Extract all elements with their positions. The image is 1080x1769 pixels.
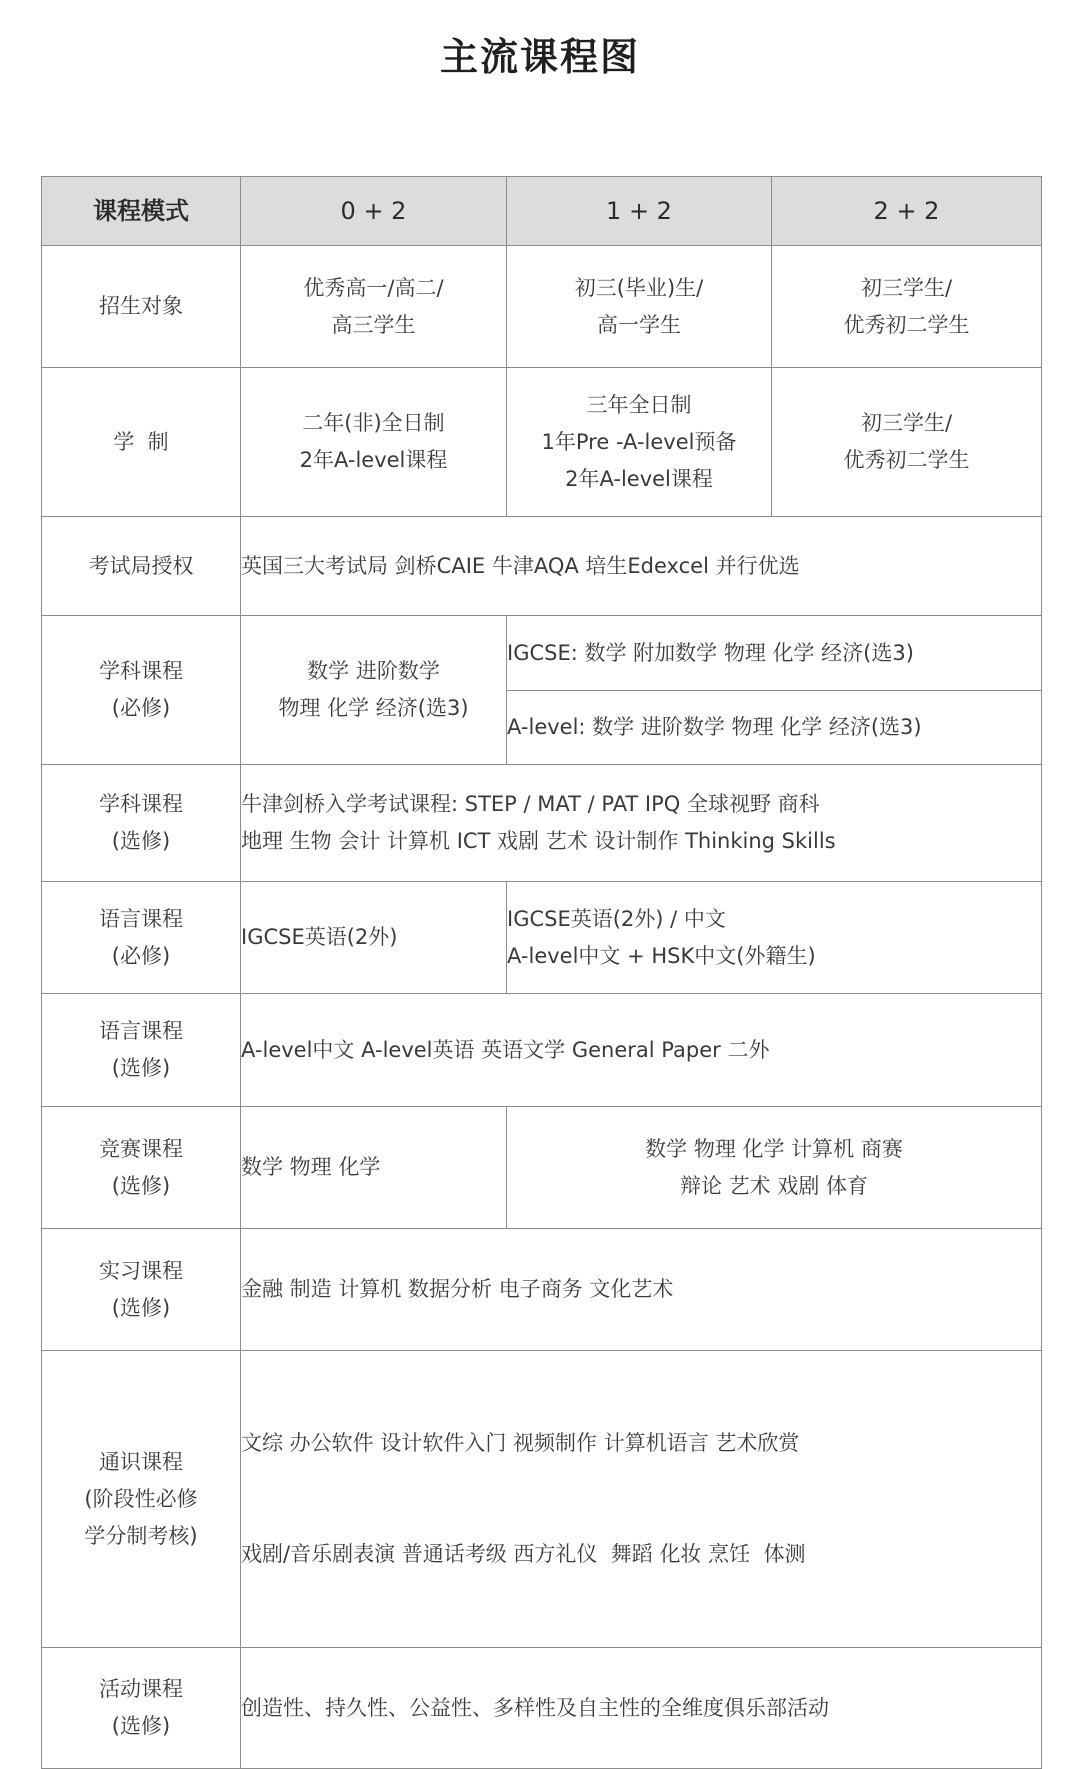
- cell-line: 优秀高一/高二/: [303, 275, 444, 300]
- row-label-general: [42, 1351, 241, 1648]
- label-line: (选修): [111, 1173, 171, 1198]
- cell-line: 初三(毕业)生/: [574, 275, 704, 300]
- header-col-2-2: 2 + 2: [772, 177, 1042, 246]
- header-col-0-2: 0 + 2: [241, 177, 507, 246]
- table-row-lang-opt: [42, 994, 1042, 1107]
- label-line: 实习课程: [99, 1258, 183, 1283]
- cell-enroll-0-2: [241, 246, 507, 368]
- header-col-1-2: 1 + 2: [507, 177, 772, 246]
- label-line: (选修): [111, 1295, 171, 1320]
- label-line: 竞赛课程: [99, 1136, 183, 1161]
- table-row-subject-opt: [42, 765, 1042, 882]
- curriculum-table: [41, 176, 1042, 1769]
- table-row-general: [42, 1351, 1042, 1648]
- cell-line: 辩论 艺术 戏剧 体育: [679, 1173, 869, 1198]
- cell-line: 数学 物理 化学 计算机 商赛: [645, 1136, 903, 1161]
- label-line: (必修): [111, 696, 171, 720]
- label-line: 通识课程: [99, 1449, 183, 1474]
- cell-duration-2-2: [772, 368, 1042, 517]
- table-row-duration: [42, 368, 1042, 517]
- table-header-row: [42, 177, 1042, 246]
- label-line: 学分制考核): [84, 1523, 198, 1548]
- table-row-board: [42, 517, 1042, 616]
- cell-line: 高三学生: [331, 312, 416, 337]
- cell-line: 初三学生/: [860, 411, 953, 435]
- cell-line: 牛津剑桥入学考试课程: STEP / MAT / PAT IPQ 全球视野 商科: [241, 792, 820, 816]
- row-label-enroll: 招生对象: [42, 246, 241, 368]
- label-line: (选修): [111, 1056, 171, 1080]
- row-label-board: 考试局授权: [42, 517, 241, 616]
- table-row-intern: [42, 1229, 1042, 1351]
- label-line: 语言课程: [99, 906, 183, 931]
- cell-line: 地理 生物 会计 计算机 ICT 戏剧 艺术 设计制作 Thinking Skills: [241, 829, 836, 853]
- cell-line: 1年Pre -A-level预备: [541, 429, 737, 454]
- label-line: (选修): [111, 1714, 171, 1738]
- label-line: 学科课程: [99, 659, 183, 683]
- table-row-lang-req: [42, 882, 1042, 994]
- cell-subject-opt: [241, 765, 1042, 882]
- cell-line: IGCSE英语(2外) / 中文: [507, 906, 726, 931]
- cell-line: 物理 化学 经济(选3): [278, 696, 469, 720]
- row-label-lang-req: [42, 882, 241, 994]
- cell-lang-req-rest: [507, 882, 1042, 994]
- cell-line: 优秀初二学生: [843, 448, 970, 472]
- table-row-subject-req-a: [42, 616, 1042, 691]
- row-label-lang-opt: [42, 994, 241, 1107]
- row-label-duration: 学 制: [42, 368, 241, 517]
- cell-enroll-1-2: [507, 246, 772, 368]
- table-row-competition: [42, 1107, 1042, 1229]
- cell-duration-1-2: [507, 368, 772, 517]
- table-row-activity: [42, 1648, 1042, 1769]
- label-line: 学科课程: [99, 792, 183, 816]
- label-line: (选修): [111, 829, 171, 853]
- cell-general: [241, 1351, 1042, 1648]
- cell-line: 二年(非)全日制: [302, 411, 445, 435]
- cell-line: 高一学生: [597, 312, 681, 337]
- row-label-subject-opt: [42, 765, 241, 882]
- cell-subject-req-0-2: [241, 616, 507, 765]
- row-label-activity: [42, 1648, 241, 1769]
- cell-lang-opt: A-level中文 A-level英语 英语文学 General Paper 二外: [241, 994, 1042, 1107]
- table-row-enroll: [42, 246, 1042, 368]
- cell-line: A-level中文 + HSK中文(外籍生): [507, 943, 816, 968]
- cell-competition-rest: [507, 1107, 1042, 1229]
- cell-competition-0-2: 数学 物理 化学: [241, 1107, 507, 1229]
- label-line: 活动课程: [99, 1677, 183, 1701]
- cell-line: 优秀初二学生: [843, 312, 970, 337]
- cell-lang-req-0-2: IGCSE英语(2外): [241, 882, 507, 994]
- cell-subject-req-alevel: A-level: 数学 进阶数学 物理 化学 经济(选3): [507, 691, 1042, 765]
- row-label-intern: [42, 1229, 241, 1351]
- cell-line: 初三学生/: [860, 275, 953, 300]
- label-line: 语言课程: [99, 1019, 183, 1043]
- label-line: (必修): [111, 943, 171, 968]
- cell-line: 2年A-level课程: [299, 448, 448, 472]
- cell-enroll-2-2: [772, 246, 1042, 368]
- cell-line: 数学 进阶数学: [307, 659, 440, 683]
- row-label-subject-req: [42, 616, 241, 765]
- label-line: (阶段性必修: [84, 1486, 198, 1511]
- cell-board: 英国三大考试局 剑桥CAIE 牛津AQA 培生Edexcel 并行优选: [241, 517, 1042, 616]
- page-title: 主流课程图: [439, 35, 640, 79]
- cell-intern: 金融 制造 计算机 数据分析 电子商务 文化艺术: [241, 1229, 1042, 1351]
- cell-line: 2年A-level课程: [565, 466, 713, 491]
- header-mode-label: 课程模式: [42, 177, 241, 246]
- cell-activity: 创造性、持久性、公益性、多样性及自主性的全维度俱乐部活动: [241, 1648, 1042, 1769]
- cell-duration-0-2: [241, 368, 507, 517]
- row-label-competition: [42, 1107, 241, 1229]
- cell-line: 戏剧/音乐剧表演 普通话考级 西方礼仪 舞蹈 化妆 烹饪 体测: [241, 1542, 806, 1566]
- cell-line: 文综 办公软件 设计软件入门 视频制作 计算机语言 艺术欣赏: [241, 1431, 800, 1455]
- cell-line: 三年全日制: [586, 392, 692, 417]
- cell-subject-req-igcse: IGCSE: 数学 附加数学 物理 化学 经济(选3): [507, 616, 1042, 691]
